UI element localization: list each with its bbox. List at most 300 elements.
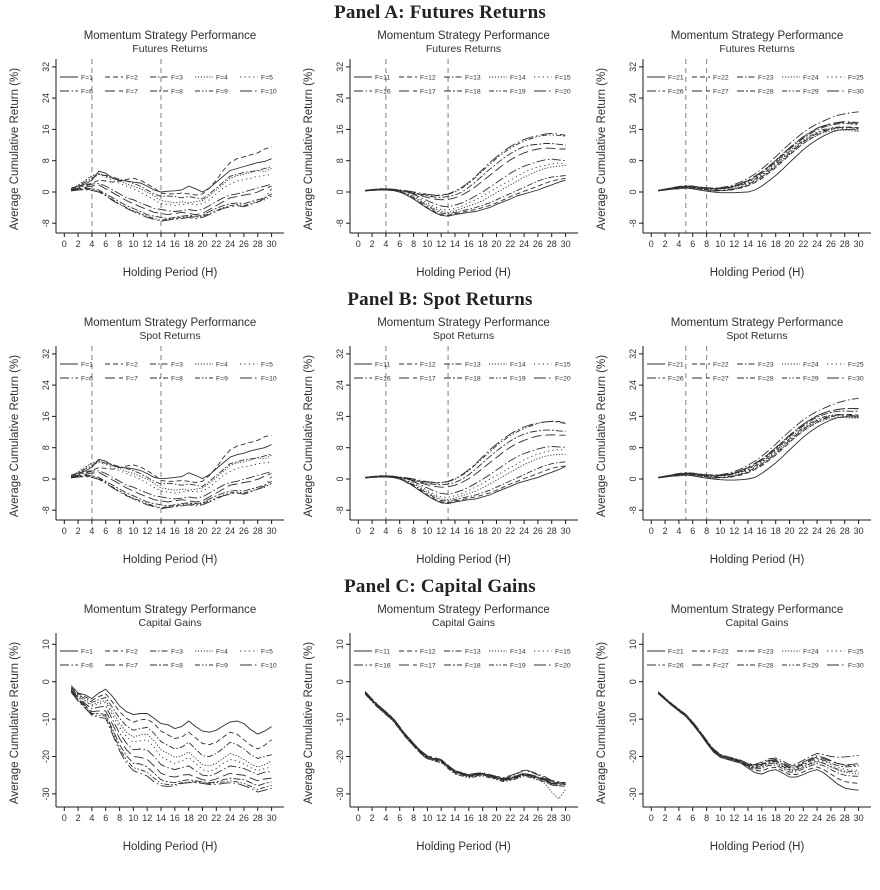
chart-futures-1 (0, 25, 293, 279)
y-tick-label: 10 (41, 639, 51, 650)
x-tick-label: 24 (225, 526, 236, 536)
x-tick-label: 14 (155, 813, 167, 823)
plot-area (294, 57, 587, 267)
chart-title: Momentum Strategy Performance (83, 30, 257, 42)
legend-label: F=10 (261, 662, 277, 670)
x-tick-label: 18 (477, 239, 488, 249)
x-tick-label: 16 (169, 526, 180, 536)
series-line (365, 692, 565, 783)
chart-title: Momentum Strategy Performance (670, 604, 844, 616)
chart-subtitle: Futures Returns (132, 43, 208, 55)
x-tick-label: 12 (435, 813, 446, 823)
y-axis-label: Average Cumulative Return (%) (302, 67, 315, 231)
x-tick-label: 18 (183, 813, 194, 823)
legend-label: F=28 (758, 662, 774, 670)
y-tick-label: 0 (41, 189, 51, 195)
series-line (365, 693, 565, 787)
y-tick-label: 32 (628, 348, 638, 359)
series-line (365, 694, 565, 786)
panel-c-row (0, 599, 880, 853)
legend-label: F=1 (81, 74, 93, 82)
chart-subtitle: Spot Returns (432, 330, 495, 342)
series-line (658, 417, 858, 480)
legend-label: F=1 (81, 361, 93, 369)
series-line (365, 180, 565, 216)
legend-label: F=29 (803, 662, 819, 670)
legend-label: F=11 (374, 361, 390, 369)
x-tick-label: 8 (410, 813, 416, 823)
x-tick-label: 28 (252, 813, 263, 823)
x-tick-label: 20 (197, 239, 208, 249)
x-tick-label: 18 (183, 239, 194, 249)
x-tick-label: 24 (518, 813, 529, 823)
x-tick-label: 4 (676, 813, 682, 823)
chart-capital-1 (0, 599, 293, 853)
series-line (71, 690, 271, 776)
legend-label: F=22 (713, 74, 729, 82)
plot-wrap (294, 631, 587, 841)
x-tick-label: 12 (729, 526, 740, 536)
legend-label: F=10 (261, 375, 277, 383)
chart-subtitle: Capital Gains (725, 617, 789, 629)
series-line (71, 147, 271, 195)
y-tick-label: 32 (334, 61, 345, 72)
x-tick-label: 0 (355, 813, 361, 823)
legend-label: F=23 (758, 74, 774, 82)
chart-title: Momentum Strategy Performance (377, 604, 550, 616)
x-tick-label: 26 (825, 813, 836, 823)
x-tick-label: 14 (155, 526, 167, 536)
legend-label: F=5 (261, 648, 273, 656)
legend-label: F=13 (464, 361, 481, 369)
legend-label: F=21 (668, 74, 684, 82)
x-tick-label: 2 (75, 239, 81, 249)
legend-label: F=19 (509, 375, 526, 383)
legend-label: F=18 (464, 88, 481, 96)
x-tick-label: 10 (421, 239, 432, 249)
series-line (71, 183, 271, 211)
y-axis-label: Average Cumulative Return (%) (302, 354, 315, 518)
x-tick-label: 24 (225, 239, 236, 249)
x-tick-label: 16 (463, 239, 474, 249)
series-line (658, 398, 858, 477)
plot-area (0, 57, 293, 267)
series-line (365, 435, 565, 487)
y-tick-label: -8 (41, 506, 51, 515)
x-tick-label: 20 (490, 239, 502, 249)
plot-wrap (0, 631, 293, 841)
x-tick-label: 12 (142, 239, 153, 249)
x-tick-label: 6 (690, 526, 696, 536)
x-tick-label: 14 (742, 239, 754, 249)
y-tick-label: 8 (41, 445, 51, 451)
plot-wrap (587, 344, 880, 554)
series-line (365, 692, 565, 783)
series-line (365, 135, 565, 196)
x-tick-label: 4 (382, 813, 388, 823)
x-tick-label: 4 (382, 526, 388, 536)
x-tick-label: 12 (435, 526, 446, 536)
series-line (658, 112, 858, 191)
chart-capital-3 (587, 599, 880, 853)
x-tick-label: 4 (89, 239, 95, 249)
x-tick-label: 6 (396, 239, 402, 249)
chart-title: Momentum Strategy Performance (670, 317, 844, 329)
y-tick-label: 32 (41, 61, 51, 72)
chart-subtitle: Futures Returns (719, 43, 795, 55)
x-tick-label: 6 (103, 526, 109, 536)
x-tick-label: 0 (355, 526, 361, 536)
legend-label: F=6 (81, 375, 93, 383)
legend-label: F=2 (126, 74, 138, 82)
x-tick-label: 6 (690, 813, 696, 823)
y-tick-label: 24 (41, 380, 51, 391)
series-line (658, 693, 858, 774)
x-tick-label: 8 (704, 239, 710, 249)
y-axis-label: Average Cumulative Return (%) (596, 354, 608, 518)
x-tick-label: 30 (266, 813, 277, 823)
x-tick-label: 26 (532, 526, 543, 536)
x-tick-label: 30 (853, 239, 864, 249)
x-tick-label: 18 (770, 239, 781, 249)
y-tick-label: 8 (628, 445, 638, 451)
x-tick-label: 26 (532, 239, 543, 249)
legend-label: F=19 (509, 662, 526, 670)
series-line (658, 415, 858, 478)
chart-subtitle: Spot Returns (726, 330, 788, 342)
series-line (658, 415, 858, 478)
x-axis-label: Holding Period (H) (709, 267, 805, 279)
series-line (71, 185, 271, 215)
series-line (365, 693, 565, 785)
x-tick-label: 8 (704, 813, 710, 823)
x-tick-label: 28 (839, 813, 850, 823)
y-tick-label: 0 (628, 189, 638, 195)
series-line (365, 159, 565, 207)
y-axis-label: Average Cumulative Return (%) (596, 67, 608, 231)
x-axis-label: Holding Period (H) (122, 267, 218, 279)
legend-label: F=4 (216, 74, 228, 82)
x-tick-label: 22 (211, 813, 222, 823)
series-line (658, 129, 858, 192)
legend-label: F=21 (668, 361, 684, 369)
chart-title: Momentum Strategy Performance (83, 317, 257, 329)
x-tick-label: 6 (103, 813, 109, 823)
x-tick-label: 10 (128, 813, 139, 823)
x-tick-label: 6 (396, 526, 402, 536)
x-tick-label: 8 (117, 239, 123, 249)
series-line (658, 693, 858, 783)
y-tick-label: 0 (334, 476, 345, 482)
y-tick-label: -20 (41, 749, 51, 764)
x-tick-label: 20 (784, 526, 795, 536)
legend-label: F=9 (216, 88, 228, 96)
x-tick-label: 2 (75, 813, 81, 823)
legend-label: F=20 (554, 662, 571, 670)
legend-label: F=25 (848, 648, 864, 656)
legend-label: F=3 (171, 74, 183, 82)
panel-b (0, 287, 880, 566)
x-tick-label: 18 (183, 526, 194, 536)
chart-subtitle: Futures Returns (425, 43, 502, 55)
legend-label: F=15 (554, 648, 571, 656)
y-tick-label: 24 (334, 380, 345, 391)
legend-label: F=17 (419, 375, 436, 383)
chart-futures-3 (587, 25, 880, 279)
y-tick-label: -20 (628, 749, 638, 764)
x-tick-label: 30 (266, 239, 277, 249)
legend-label: F=11 (374, 74, 390, 82)
y-tick-label: 16 (41, 124, 51, 135)
y-tick-label: 32 (41, 348, 51, 359)
panel-a (0, 0, 880, 279)
y-tick-label: 32 (628, 61, 638, 72)
plot-wrap (294, 57, 587, 267)
legend-label: F=27 (713, 88, 729, 96)
series-line (71, 691, 271, 786)
legend-label: F=10 (261, 88, 277, 96)
x-tick-label: 24 (812, 526, 823, 536)
chart-title: Momentum Strategy Performance (83, 604, 257, 616)
series-line (365, 176, 565, 214)
legend-label: F=25 (848, 74, 864, 82)
x-tick-label: 10 (421, 526, 432, 536)
x-tick-label: 20 (490, 813, 502, 823)
x-tick-label: 2 (662, 526, 668, 536)
x-tick-label: 16 (463, 813, 474, 823)
x-tick-label: 26 (532, 813, 543, 823)
x-tick-label: 4 (676, 239, 682, 249)
legend-label: F=17 (419, 88, 436, 96)
y-tick-label: 10 (628, 639, 638, 650)
panel-b-title: Panel B: Spot Returns (347, 289, 533, 310)
chart-subtitle: Capital Gains (138, 617, 202, 629)
series-line (365, 693, 565, 784)
x-tick-label: 10 (128, 239, 139, 249)
legend-label: F=24 (803, 361, 819, 369)
y-axis-label: Average Cumulative Return (%) (9, 641, 21, 805)
panel-c-title: Panel C: Capital Gains (344, 576, 536, 597)
chart-subtitle: Spot Returns (139, 330, 201, 342)
y-tick-label: 0 (334, 189, 345, 195)
x-tick-label: 18 (477, 526, 488, 536)
series-line (658, 130, 858, 191)
plot-wrap (0, 344, 293, 554)
y-tick-label: 16 (41, 411, 51, 422)
x-tick-label: 24 (225, 813, 236, 823)
chart-spot-1 (0, 312, 293, 566)
series-line (71, 169, 271, 203)
x-tick-label: 0 (648, 526, 654, 536)
x-tick-label: 2 (75, 526, 81, 536)
legend-label: F=17 (419, 662, 436, 670)
y-tick-label: 16 (628, 124, 638, 135)
x-tick-label: 30 (560, 239, 571, 249)
legend-label: F=8 (171, 88, 183, 96)
y-tick-label: -8 (334, 506, 345, 515)
legend-label: F=18 (464, 662, 481, 670)
legend-label: F=27 (713, 662, 729, 670)
legend-label: F=26 (668, 375, 684, 383)
series-line (365, 462, 565, 501)
x-tick-label: 8 (704, 526, 710, 536)
series-line (71, 689, 271, 771)
x-tick-label: 24 (518, 239, 529, 249)
x-tick-label: 20 (197, 813, 208, 823)
x-tick-label: 14 (449, 813, 460, 823)
y-tick-label: -10 (334, 712, 345, 726)
series-line (365, 133, 565, 195)
legend-label: F=7 (126, 662, 138, 670)
legend-label: F=18 (464, 375, 481, 383)
series-line (658, 122, 858, 190)
legend-label: F=2 (126, 361, 138, 369)
legend-label: F=2 (126, 648, 138, 656)
series-line (71, 174, 271, 205)
chart-spot-3 (587, 312, 880, 566)
x-tick-label: 8 (410, 526, 416, 536)
x-tick-label: 12 (729, 813, 740, 823)
y-tick-label: 16 (628, 411, 638, 422)
x-tick-label: 14 (742, 813, 754, 823)
legend-label: F=25 (848, 361, 864, 369)
x-tick-label: 30 (853, 526, 864, 536)
legend-label: F=8 (171, 662, 183, 670)
x-tick-label: 8 (117, 813, 123, 823)
x-tick-label: 28 (546, 239, 557, 249)
x-tick-label: 0 (648, 239, 654, 249)
y-tick-label: -30 (628, 787, 638, 801)
legend-label: F=16 (374, 88, 391, 96)
y-tick-label: -20 (334, 749, 345, 764)
x-tick-label: 14 (449, 239, 460, 249)
x-tick-label: 8 (117, 526, 123, 536)
x-tick-label: 22 (798, 526, 809, 536)
legend-label: F=24 (803, 648, 819, 656)
x-tick-label: 16 (756, 526, 767, 536)
chart-title: Momentum Strategy Performance (377, 30, 550, 42)
x-tick-label: 2 (662, 239, 668, 249)
x-tick-label: 0 (61, 239, 67, 249)
y-tick-label: 8 (628, 158, 638, 164)
x-tick-label: 4 (89, 526, 95, 536)
chart-subtitle: Capital Gains (431, 617, 496, 629)
x-tick-label: 26 (238, 813, 249, 823)
legend-label: F=30 (848, 375, 864, 383)
y-tick-label: -8 (41, 219, 51, 228)
x-tick-label: 24 (812, 239, 823, 249)
x-tick-label: 22 (504, 813, 515, 823)
series-line (71, 471, 271, 499)
x-axis-label: Holding Period (H) (416, 267, 511, 279)
legend-label: F=24 (803, 74, 819, 82)
x-tick-label: 2 (369, 239, 375, 249)
legend-label: F=14 (509, 361, 526, 369)
y-tick-label: -8 (628, 219, 638, 228)
chart-capital-2 (294, 599, 587, 853)
series-line (658, 693, 858, 768)
plot-wrap (587, 57, 880, 267)
x-axis-label: Holding Period (H) (709, 554, 805, 566)
x-tick-label: 26 (238, 526, 249, 536)
x-tick-label: 22 (211, 526, 222, 536)
y-tick-label: -8 (628, 506, 638, 515)
x-tick-label: 22 (798, 239, 809, 249)
plot-wrap (587, 631, 880, 841)
series-line (658, 129, 858, 191)
x-tick-label: 22 (211, 239, 222, 249)
y-tick-label: -30 (41, 787, 51, 801)
legend-label: F=5 (261, 361, 273, 369)
y-tick-label: -10 (628, 712, 638, 726)
y-tick-label: -30 (334, 787, 345, 801)
x-tick-label: 30 (560, 526, 571, 536)
series-line (71, 689, 271, 759)
plot-area (587, 57, 880, 267)
legend-label: F=30 (848, 662, 864, 670)
legend-label: F=11 (374, 648, 390, 656)
y-axis-label: Average Cumulative Return (%) (302, 641, 315, 805)
x-axis-label: Holding Period (H) (416, 841, 511, 853)
x-tick-label: 6 (690, 239, 696, 249)
series-line (365, 694, 565, 784)
legend-label: F=13 (464, 74, 481, 82)
x-axis-label: Holding Period (H) (416, 554, 511, 566)
x-tick-label: 28 (546, 526, 557, 536)
x-tick-label: 22 (504, 239, 515, 249)
x-tick-label: 4 (89, 813, 95, 823)
series-line (71, 690, 271, 781)
x-tick-label: 18 (477, 813, 488, 823)
plot-area (294, 344, 587, 554)
panel-b-row (0, 312, 880, 566)
legend-label: F=12 (419, 74, 436, 82)
legend-label: F=22 (713, 648, 729, 656)
legend-label: F=19 (509, 88, 526, 96)
legend-label: F=16 (374, 375, 391, 383)
x-tick-label: 10 (715, 526, 726, 536)
x-tick-label: 14 (449, 526, 460, 536)
x-tick-label: 16 (756, 813, 767, 823)
series-line (71, 687, 271, 749)
y-tick-label: 24 (628, 93, 638, 104)
x-tick-label: 16 (169, 239, 180, 249)
legend-label: F=3 (171, 361, 183, 369)
y-axis-label: Average Cumulative Return (%) (596, 641, 608, 805)
plot-area (587, 344, 880, 554)
series-line (365, 692, 565, 783)
legend-label: F=23 (758, 648, 774, 656)
x-tick-label: 24 (518, 526, 529, 536)
x-tick-label: 24 (812, 813, 823, 823)
legend-label: F=29 (803, 88, 819, 96)
panel-a-row (0, 25, 880, 279)
plot-area (587, 631, 880, 841)
legend-label: F=12 (419, 361, 436, 369)
y-tick-label: 24 (41, 93, 51, 104)
series-line (365, 163, 565, 210)
legend-label: F=13 (464, 648, 481, 656)
legend-label: F=6 (81, 662, 93, 670)
series-line (71, 159, 271, 192)
legend-label: F=26 (668, 88, 684, 96)
legend-label: F=15 (554, 361, 571, 369)
x-tick-label: 18 (770, 526, 781, 536)
series-line (658, 692, 858, 766)
x-tick-label: 2 (369, 813, 375, 823)
legend-label: F=12 (419, 648, 436, 656)
series-line (658, 415, 858, 478)
